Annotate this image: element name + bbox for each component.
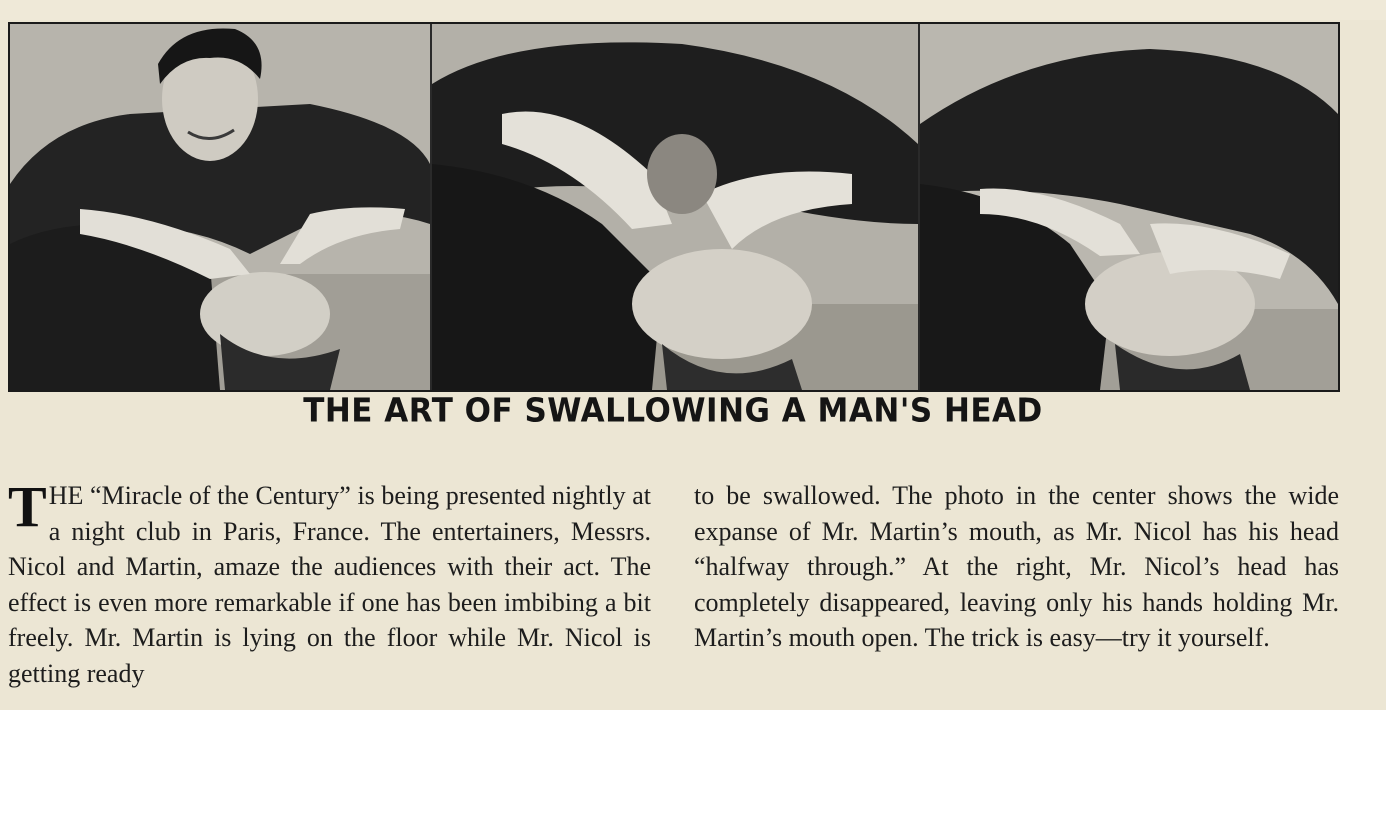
photo-right <box>920 24 1338 390</box>
photo-left <box>10 24 430 390</box>
photo-center <box>432 24 918 390</box>
article-text-right: to be swallowed. The photo in the center shows the wide expanse of Mr. Martin’s mouth, as Mr. Nicol has his head “halfway through.” At the right, Mr. Nicol’s head has completely disappeared, leaving only his hands holding Mr. Martin’s mouth open. The trick is easy—try it yourself. <box>694 481 1339 652</box>
paper-edge <box>0 0 1386 20</box>
article-text-left: HE “Miracle of the Century” is being presented nightly at a night club in Paris, France. The entertainers, Messrs. Nicol and Martin, amaze the audiences with their act. The effect is even more remarkable if one has been imbibing a bit freely. Mr. Martin is lying on the floor while Mr. Nicol is getting ready <box>8 481 651 688</box>
article-column-right <box>694 478 1339 656</box>
article-column-left <box>8 474 651 691</box>
drop-cap: T <box>8 474 47 539</box>
photo-center-image <box>432 24 918 390</box>
photo-strip <box>8 22 1340 392</box>
photo-right-image <box>920 24 1338 390</box>
article-headline: THE ART OF SWALLOWING A MAN'S HEAD <box>303 392 1043 430</box>
photo-left-image <box>10 24 430 390</box>
